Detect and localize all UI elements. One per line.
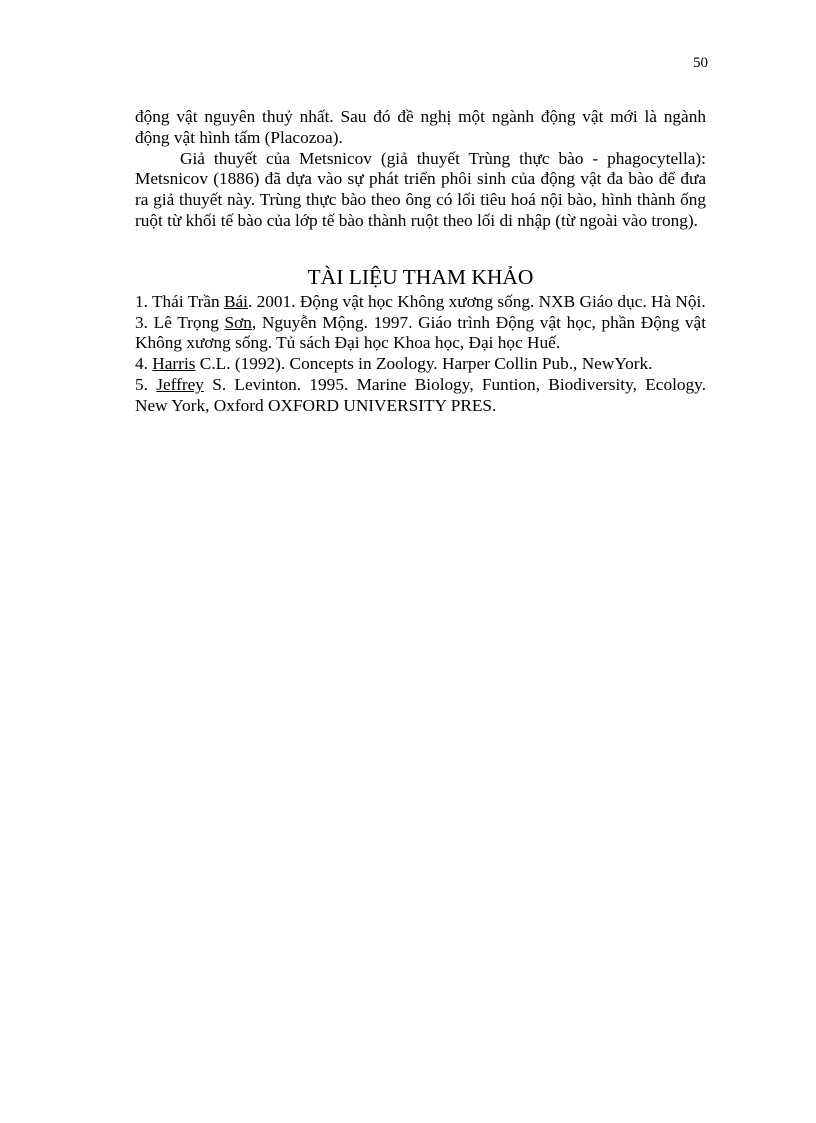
- reference-list: [135, 292, 706, 417]
- body-paragraph: động vật nguyên thuỷ nhất. Sau đó đề nghị một ngành động vật mới là ngành động vật hình tấm (Placozoa).: [135, 107, 706, 147]
- reference-details: S. Levinton. 1995. Marine Biology, Funtion, Biodiversity, Ecology. New York, Oxford OXFORD UNIVERSITY PRES.: [135, 374, 707, 415]
- page-number: 50: [693, 55, 708, 71]
- reference-item: [135, 354, 706, 375]
- body-paragraph: Giả thuyết của Metsnicov (giả thuyết Trùng thực bào - phagocytella): Metsnicov (1886) đã dựa vào sự phát triển phôi sinh của động vật đa bào để đưa ra giả thuyết này. Trùng thực bào theo ông có lối tiêu hoá nội bào, hình thành ống ruột từ khối tế bào của lớp tế bào thành ruột theo lối di nhập (từ ngoài vào trong).: [135, 148, 706, 230]
- reference-prefix: 1. Thái Trần: [135, 291, 224, 311]
- page-content: [135, 107, 706, 417]
- reference-author-underlined: Sơn: [224, 312, 252, 332]
- reference-prefix: 4.: [135, 354, 153, 374]
- reference-item: [135, 375, 706, 417]
- reference-author-underlined: Bái: [223, 291, 248, 311]
- reference-details: , Nguyễn Mộng. 1997. Giáo trình Động vật học, phần Động vật Không xương sống. Tủ sách Đại học Khoa học, Đại học Huế.: [135, 312, 706, 353]
- references-heading: TÀI LIỆU THAM KHẢO: [307, 264, 534, 289]
- reference-prefix: 5.: [135, 374, 157, 394]
- reference-details: . 2001. Động vật học Không xương sống. NXB Giáo dục. Hà Nội.: [247, 291, 706, 311]
- reference-item: [135, 292, 706, 313]
- reference-details: C.L. (1992). Concepts in Zoology. Harper Collin Pub., NewYork.: [195, 354, 653, 374]
- reference-prefix: 3. Lê Trọng: [135, 312, 225, 332]
- reference-item: [135, 313, 706, 355]
- reference-author-underlined: Jeffrey: [156, 374, 204, 394]
- reference-author-underlined: Harris: [152, 354, 196, 374]
